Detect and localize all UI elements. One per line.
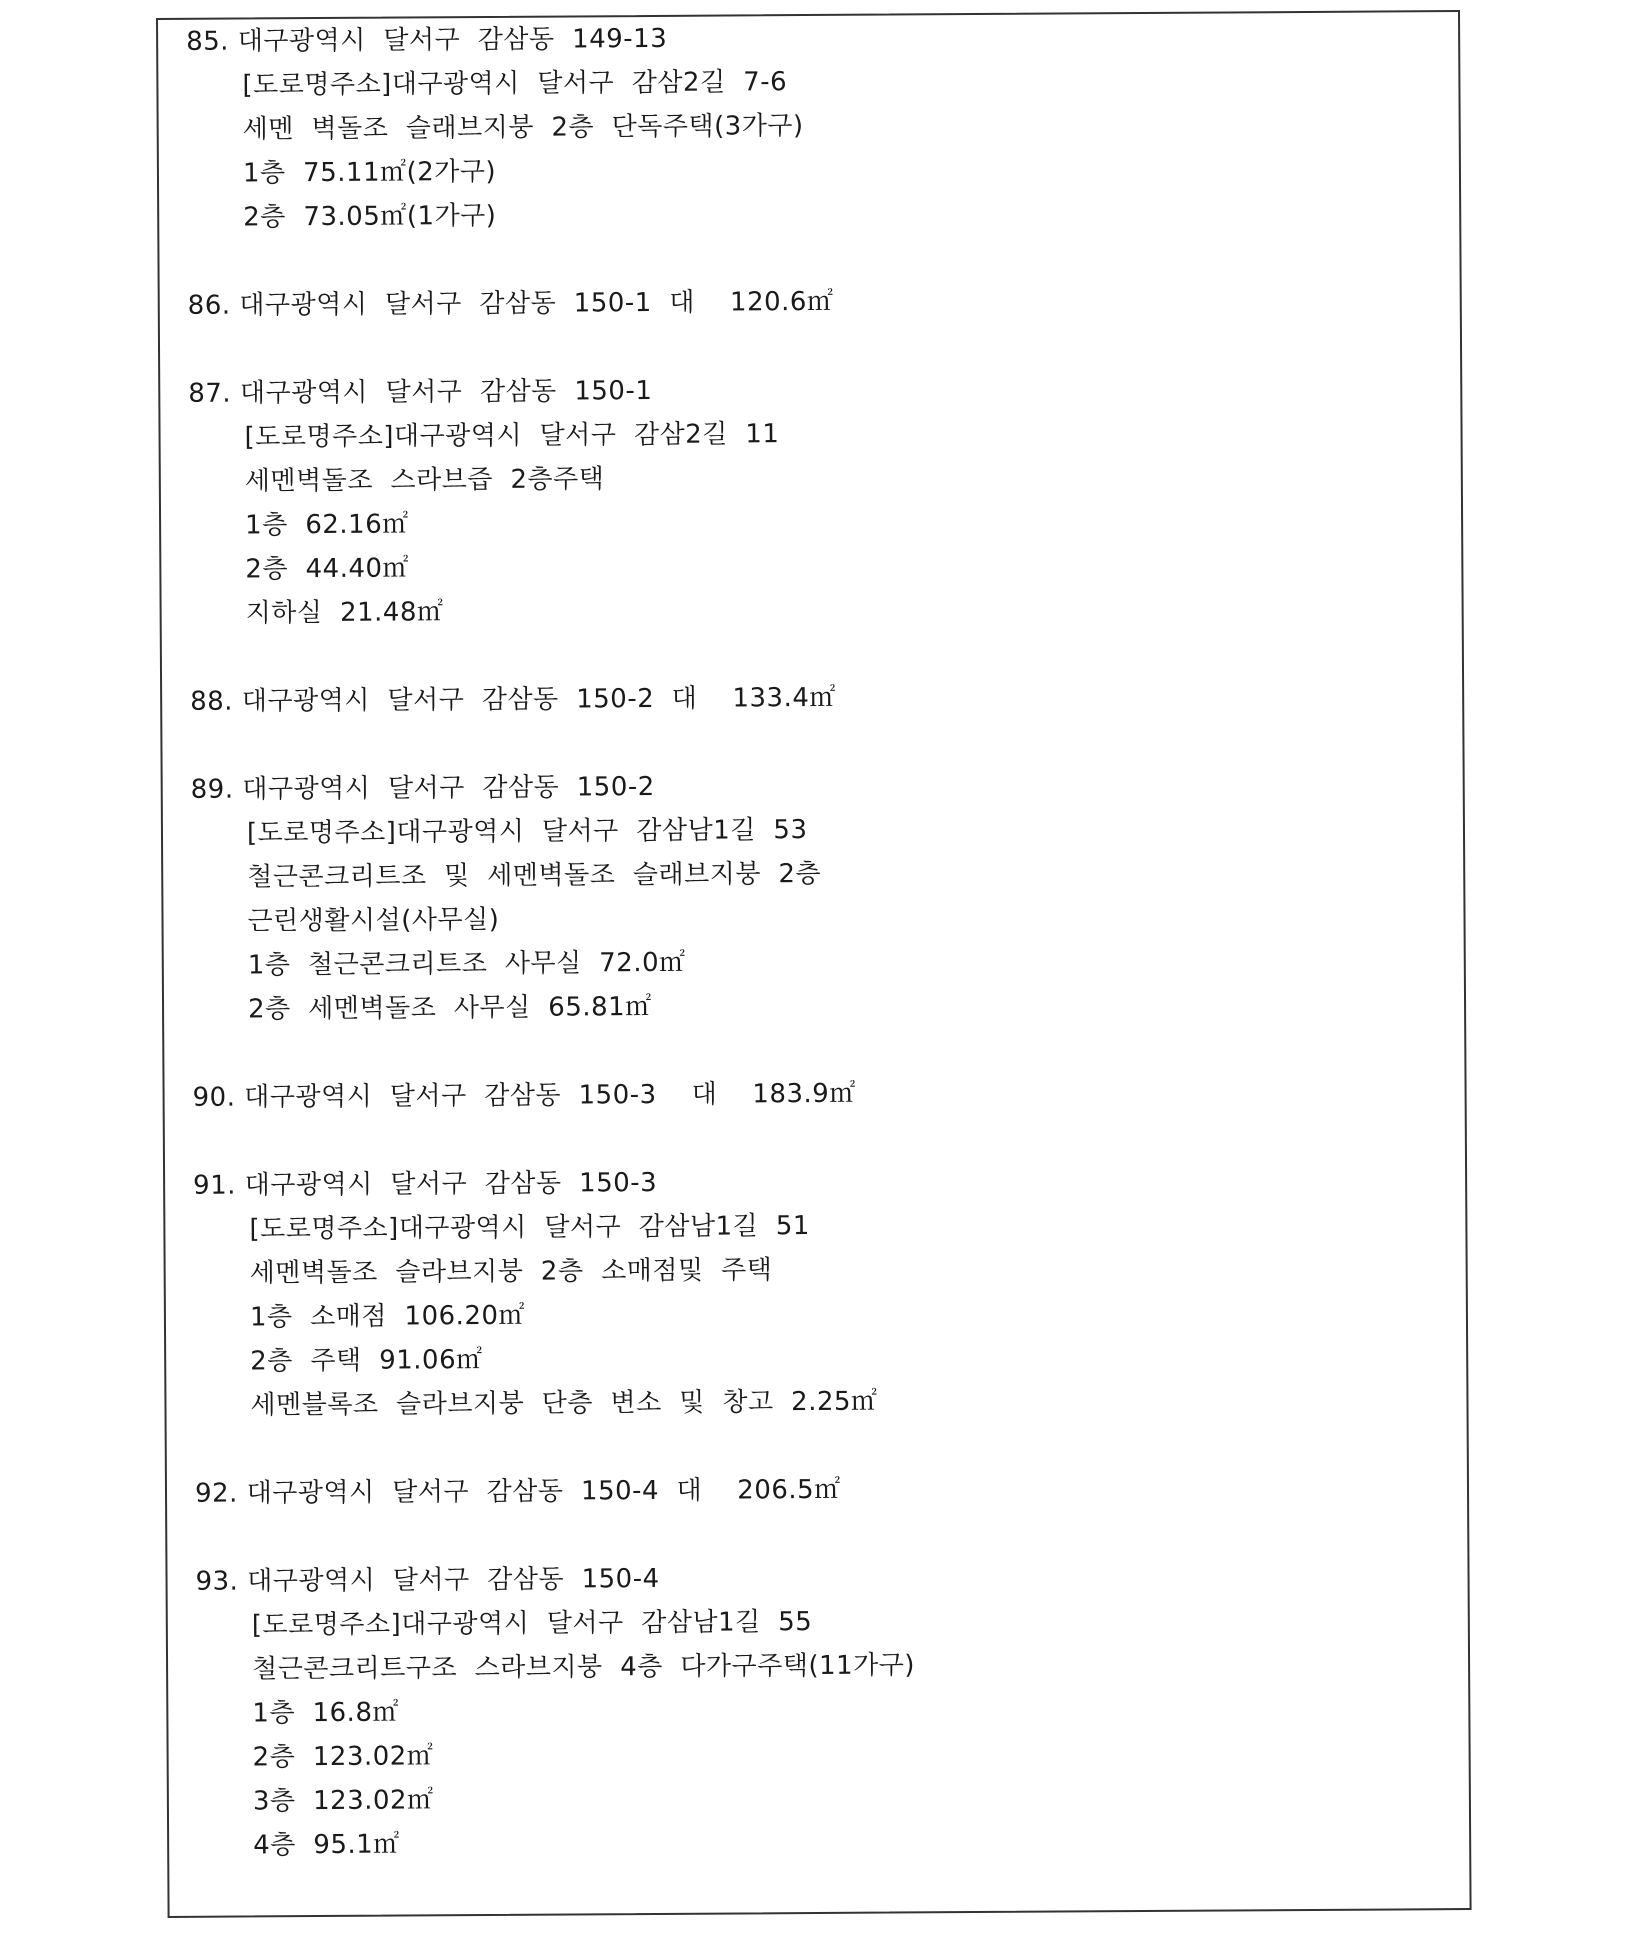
entry-number: 85. [186, 26, 230, 57]
entry-detail-line: [도로명주소]대구광역시 달서구 감삼남1길 51 [249, 1211, 810, 1245]
entry-detail-line: 세멘 벽돌조 슬래브지붕 2층 단독주택(3가구) [242, 111, 804, 145]
entry-detail-line: 세멘벽돌조 슬라브지붕 2층 소매점및 주택 [249, 1255, 773, 1289]
property-entry [186, 12, 1439, 240]
entry-address: 대구광역시 달서구 감삼동 150-1 대 120.6㎡ [239, 286, 834, 321]
entry-separator [187, 232, 1439, 284]
entry-separator [192, 1024, 1444, 1076]
entry-detail-line: 1층 소매점 106.20㎡ [249, 1300, 526, 1333]
entry-detail-line: 근린생활시설(사무실) [247, 904, 500, 937]
document-frame [156, 10, 1472, 1918]
entry-number: 88. [190, 686, 234, 717]
entry-heading [190, 672, 1442, 724]
entry-detail-line: 1층 16.8㎡ [252, 1697, 400, 1729]
entry-address: 대구광역시 달서구 감삼동 150-4 [247, 1563, 660, 1597]
entry-heading [195, 1552, 1447, 1604]
entry-heading [191, 760, 1443, 812]
entry-detail-line: 4층 95.1㎡ [253, 1829, 400, 1861]
entry-detail-line: [도로명주소]대구광역시 달서구 감삼2길 7-6 [242, 67, 788, 101]
entry-number: 91. [193, 1170, 237, 1201]
property-entry [188, 364, 1442, 636]
property-entry [190, 672, 1442, 724]
entry-address: 대구광역시 달서구 감삼동 150-4 대 206.5㎡ [246, 1474, 841, 1509]
property-entry [195, 1464, 1447, 1516]
property-entry [195, 1552, 1449, 1868]
entry-heading [193, 1156, 1445, 1208]
property-entry [191, 760, 1445, 1032]
entry-separator [193, 1112, 1445, 1164]
entry-separator [195, 1420, 1447, 1472]
entry-address: 대구광역시 달서구 감삼동 149-13 [237, 23, 668, 57]
entry-address: 대구광역시 달서구 감삼동 150-1 [239, 375, 653, 409]
entry-address: 대구광역시 달서구 감삼동 150-3 대 183.9㎡ [244, 1078, 856, 1113]
entry-number: 87. [188, 378, 232, 409]
entry-detail-line: 세멘벽돌조 스라브즙 2층주택 [244, 464, 605, 497]
entry-detail-line: 3층 123.02㎡ [252, 1785, 434, 1817]
entry-detail-line: 세멘블록조 슬라브지붕 단층 변소 및 창고 2.25㎡ [250, 1386, 878, 1421]
entry-number: 90. [192, 1082, 236, 1113]
entry-address: 대구광역시 달서구 감삼동 150-2 [242, 771, 655, 805]
entry-address: 대구광역시 달서구 감삼동 150-3 [244, 1167, 658, 1201]
entry-detail-line: 2층 세멘벽돌조 사무실 65.81㎡ [247, 991, 652, 1025]
entry-number: 93. [195, 1566, 239, 1597]
entry-heading [195, 1464, 1447, 1516]
entry-detail-line: 2층 주택 91.06㎡ [250, 1345, 483, 1377]
entry-separator [190, 628, 1442, 680]
entry-separator [190, 716, 1442, 768]
entry-number: 89. [190, 774, 234, 805]
entry-detail-line: [도로명주소]대구광역시 달서구 감삼2길 11 [244, 419, 780, 453]
entry-detail-line: 2층 44.40㎡ [245, 553, 410, 585]
entry-detail-line: 2층 73.05㎡(1가구) [243, 200, 497, 233]
entry-detail-line: 1층 철근콘크리트조 사무실 72.0㎡ [247, 947, 686, 981]
entry-separator [188, 320, 1440, 372]
entry-detail-line: 1층 62.16㎡ [245, 509, 409, 541]
property-list [186, 12, 1449, 1868]
entry-number: 92. [194, 1478, 238, 1509]
entry-detail-line: [도로명주소]대구광역시 달서구 감삼남1길 53 [246, 815, 808, 849]
entry-heading [192, 1068, 1444, 1120]
property-entry [193, 1156, 1447, 1428]
entry-detail-line: 철근콘크리트구조 스라브지붕 4층 다가구주택(11가구) [251, 1650, 916, 1685]
entry-detail-line: [도로명주소]대구광역시 달서구 감삼남1길 55 [251, 1607, 813, 1641]
entry-address: 대구광역시 달서구 감삼동 150-2 대 133.4㎡ [241, 682, 836, 717]
entry-heading [188, 364, 1440, 416]
entry-heading [186, 12, 1438, 64]
entry-detail-line: 2층 123.02㎡ [252, 1741, 434, 1773]
property-entry [188, 276, 1440, 328]
property-entry [192, 1068, 1444, 1120]
entry-detail-line: 1층 75.11㎡(2가구) [242, 156, 497, 189]
entry-detail-line: 철근콘크리트조 및 세멘벽돌조 슬래브지붕 2층 [247, 858, 822, 893]
entry-number: 86. [187, 290, 231, 321]
entry-separator [195, 1508, 1447, 1560]
entry-detail-line: 지하실 21.48㎡ [245, 597, 444, 629]
entry-heading [188, 276, 1440, 328]
